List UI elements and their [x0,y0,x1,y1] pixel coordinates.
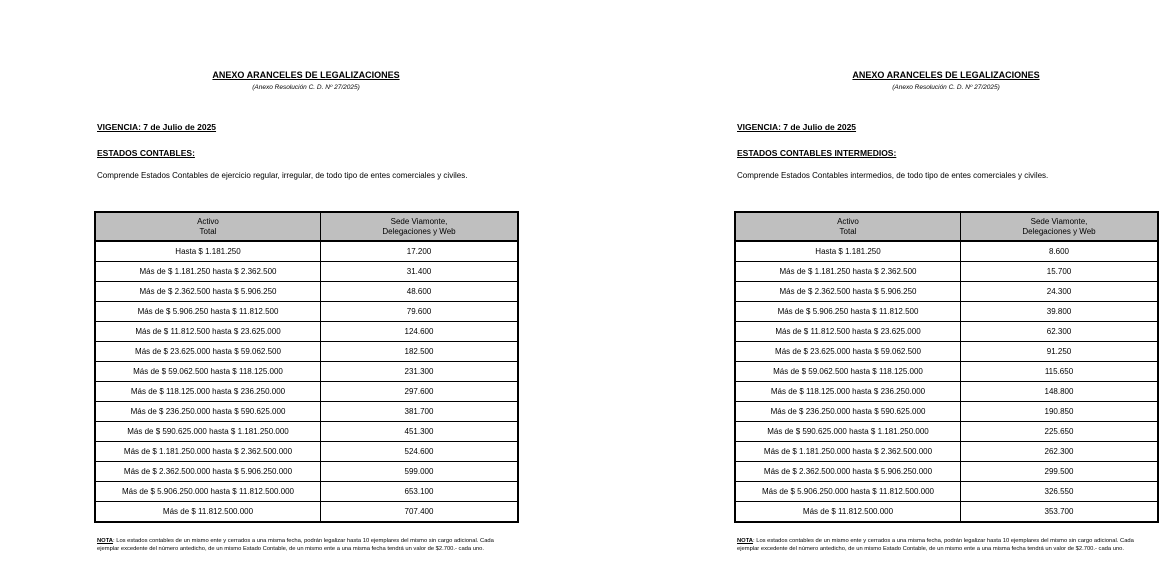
header-sede [321,212,519,241]
value-cell: 262.300 [961,442,1159,462]
table-row [95,262,518,282]
value-cell: 599.000 [321,462,519,482]
header-col2-line2: Delegaciones y Web [382,226,456,236]
header-col1-line1: Activo [197,216,219,226]
header-col2-line2: Delegaciones y Web [1022,226,1096,236]
range-cell: Más de $ 11.812.500.000 [95,502,321,523]
nota-text: : Los estados contables de un mismo ente y cerrados a una misma fecha, podrán legalizar hasta 10 ejemplares del mismo sin cargo adicional. Cada ejemplar excedente del número antedicho, de un mismo Estado Contable, de un mismo ente a una misma fecha tendrá un valor de $2.700.- cada uno. [97,538,494,552]
value-cell: 653.100 [321,482,519,502]
range-cell: Más de $ 1.181.250 hasta $ 2.362.500 [735,262,961,282]
header-activo-total [95,212,321,241]
table-row [95,241,518,262]
table-row [95,342,518,362]
table-row [735,382,1158,402]
range-cell: Más de $ 2.362.500.000 hasta $ 5.906.250.000 [735,462,961,482]
value-cell: 24.300 [961,282,1159,302]
value-cell: 17.200 [321,241,519,262]
range-cell: Más de $ 590.625.000 hasta $ 1.181.250.000 [95,422,321,442]
page-estados-contables [94,0,534,574]
value-cell: 299.500 [961,462,1159,482]
table-header-row [735,212,1158,241]
nota-paragraph [737,538,1157,553]
range-cell: Más de $ 2.362.500 hasta $ 5.906.250 [735,282,961,302]
table-row [735,262,1158,282]
table-row [95,302,518,322]
table-row [735,482,1158,502]
range-cell: Más de $ 118.125.000 hasta $ 236.250.000 [95,382,321,402]
range-cell: Más de $ 118.125.000 hasta $ 236.250.000 [735,382,961,402]
section-title: ESTADOS CONTABLES INTERMEDIOS: [737,148,897,158]
nota-text: : Los estados contables de un mismo ente y cerrados a una misma fecha, podrán legalizar hasta 10 ejemplares del mismo sin cargo adicional. Cada ejemplar excedente del número antedicho, de un mismo Estado Contable, de un mismo ente a una misma fecha tendrá un valor de $2.700.- cada uno. [737,538,1134,552]
header-col1-line2: Total [839,226,857,236]
table-header-row [95,212,518,241]
table-row [95,362,518,382]
table-row [735,422,1158,442]
range-cell: Más de $ 1.181.250.000 hasta $ 2.362.500.000 [95,442,321,462]
table-row [735,402,1158,422]
range-cell: Hasta $ 1.181.250 [95,241,321,262]
table-row [735,362,1158,382]
value-cell: 231.300 [321,362,519,382]
value-cell: 225.650 [961,422,1159,442]
range-cell: Más de $ 5.906.250 hasta $ 11.812.500 [95,302,321,322]
value-cell: 326.550 [961,482,1159,502]
value-cell: 148.800 [961,382,1159,402]
annex-subtitle: (Anexo Resolución C. D. Nº 27/2025) [252,84,360,91]
value-cell: 15.700 [961,262,1159,282]
value-cell: 8.600 [961,241,1159,262]
range-cell: Más de $ 59.062.500 hasta $ 118.125.000 [95,362,321,382]
range-cell: Más de $ 11.812.500 hasta $ 23.625.000 [735,322,961,342]
annex-title: ANEXO ARANCELES DE LEGALIZACIONES [852,70,1040,80]
header-col2-line1: Sede Viamonte, [1030,216,1088,226]
page-estados-contables-intermedios [734,0,1168,574]
range-cell: Más de $ 5.906.250.000 hasta $ 11.812.500.000 [95,482,321,502]
value-cell: 381.700 [321,402,519,422]
range-cell: Más de $ 59.062.500 hasta $ 118.125.000 [735,362,961,382]
value-cell: 524.600 [321,442,519,462]
value-cell: 91.250 [961,342,1159,362]
range-cell: Más de $ 590.625.000 hasta $ 1.181.250.000 [735,422,961,442]
table-row [95,422,518,442]
vigencia-heading: VIGENCIA: 7 de Julio de 2025 [97,122,217,132]
range-cell: Más de $ 11.812.500 hasta $ 23.625.000 [95,322,321,342]
value-cell: 182.500 [321,342,519,362]
section-title: ESTADOS CONTABLES: [97,148,195,158]
table-row [95,382,518,402]
value-cell: 124.600 [321,322,519,342]
value-cell: 353.700 [961,502,1159,523]
value-cell: 39.800 [961,302,1159,322]
fee-table [94,211,519,523]
table-row [95,442,518,462]
value-cell: 62.300 [961,322,1159,342]
range-cell: Más de $ 1.181.250.000 hasta $ 2.362.500.000 [735,442,961,462]
table-row [735,302,1158,322]
range-cell: Hasta $ 1.181.250 [735,241,961,262]
value-cell: 190.850 [961,402,1159,422]
table-row [95,502,518,523]
table-row [95,282,518,302]
table-row [95,462,518,482]
table-row [95,482,518,502]
header-sede [961,212,1159,241]
nota-label: NOTA [737,538,753,544]
table-row [735,342,1158,362]
table-row [735,462,1158,482]
range-cell: Más de $ 23.625.000 hasta $ 59.062.500 [95,342,321,362]
header-col2-line1: Sede Viamonte, [390,216,448,226]
range-cell: Más de $ 2.362.500.000 hasta $ 5.906.250.000 [95,462,321,482]
value-cell: 707.400 [321,502,519,523]
vigencia-heading: VIGENCIA: 7 de Julio de 2025 [737,122,857,132]
table-row [95,402,518,422]
header-activo-total [735,212,961,241]
value-cell: 297.600 [321,382,519,402]
value-cell: 451.300 [321,422,519,442]
table-row [735,241,1158,262]
range-cell: Más de $ 236.250.000 hasta $ 590.625.000 [735,402,961,422]
range-cell: Más de $ 11.812.500.000 [735,502,961,523]
fee-table [734,211,1159,523]
value-cell: 115.650 [961,362,1159,382]
section-description: Comprende Estados Contables intermedios, de todo tipo de entes comerciales y civiles. [737,171,1049,180]
nota-label: NOTA [97,538,113,544]
range-cell: Más de $ 23.625.000 hasta $ 59.062.500 [735,342,961,362]
header-col1-line2: Total [199,226,217,236]
range-cell: Más de $ 5.906.250 hasta $ 11.812.500 [735,302,961,322]
table-row [735,282,1158,302]
range-cell: Más de $ 236.250.000 hasta $ 590.625.000 [95,402,321,422]
annex-title: ANEXO ARANCELES DE LEGALIZACIONES [212,70,400,80]
table-row [95,322,518,342]
range-cell: Más de $ 2.362.500 hasta $ 5.906.250 [95,282,321,302]
table-row [735,322,1158,342]
range-cell: Más de $ 5.906.250.000 hasta $ 11.812.500.000 [735,482,961,502]
value-cell: 31.400 [321,262,519,282]
value-cell: 48.600 [321,282,519,302]
table-row [735,502,1158,523]
annex-subtitle: (Anexo Resolución C. D. Nº 27/2025) [892,84,1000,91]
table-row [735,442,1158,462]
range-cell: Más de $ 1.181.250 hasta $ 2.362.500 [95,262,321,282]
header-col1-line1: Activo [837,216,859,226]
section-description: Comprende Estados Contables de ejercicio regular, irregular, de todo tipo de entes comerciales y civiles. [97,171,468,180]
value-cell: 79.600 [321,302,519,322]
nota-paragraph [97,538,517,553]
